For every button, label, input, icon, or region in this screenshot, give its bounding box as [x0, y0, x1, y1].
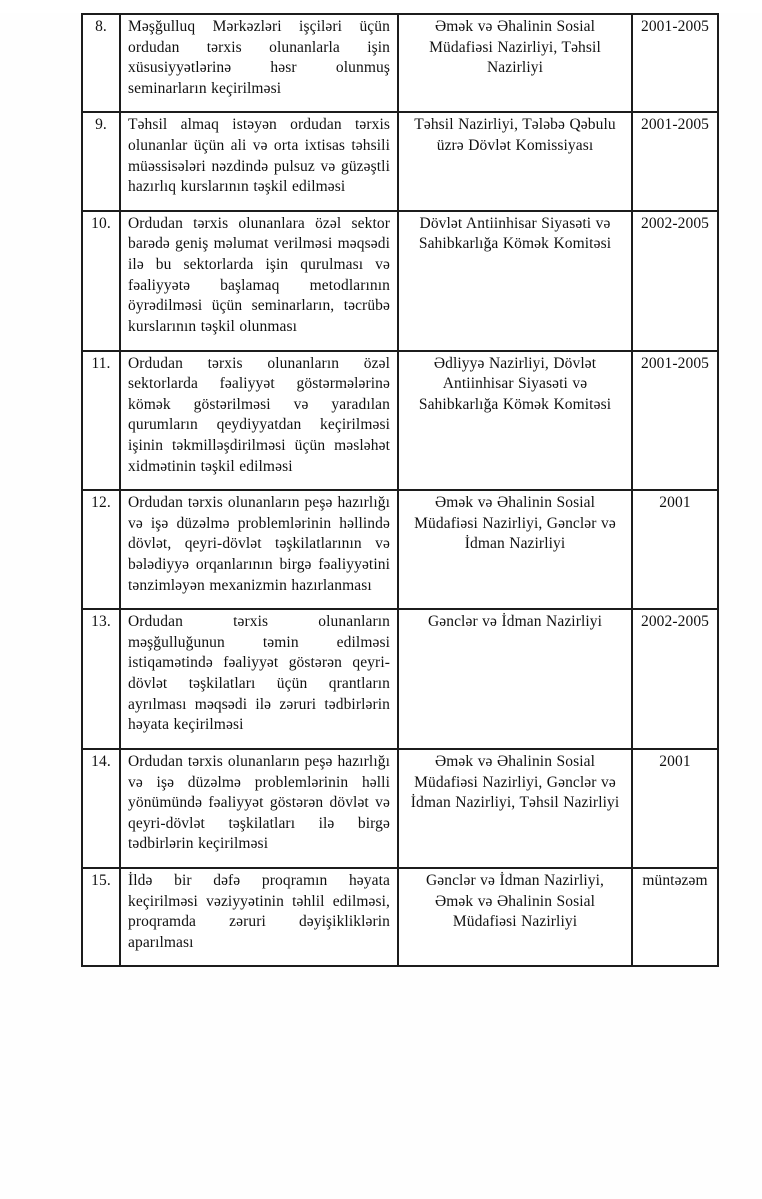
- responsible-cell: Əmək və Əhalinin Sosial Müdafiəsi Nazirliyi, Təhsil Nazirliyi: [398, 14, 632, 112]
- table-row: [82, 351, 718, 491]
- row-number: 10.: [82, 211, 120, 351]
- task-cell: İldə bir dəfə proqramın həyata keçirilməsi vəziyyətinin təhlil edilməsi, proqramda zəruri dəyişikliklərin aparılması: [120, 868, 398, 966]
- responsible-cell: Gənclər və İdman Nazirliyi, Əmək və Əhalinin Sosial Müdafiəsi Nazirliyi: [398, 868, 632, 966]
- years-cell: 2001: [632, 749, 718, 868]
- responsible-cell: Dövlət Antiinhisar Siyasəti və Sahibkarlığa Kömək Komitəsi: [398, 211, 632, 351]
- row-number: 13.: [82, 609, 120, 749]
- years-cell: 2001-2005: [632, 14, 718, 112]
- task-cell: Ordudan tərxis olunanların məşğulluğunun təmin edilməsi istiqamətində fəaliyyət göstərən qeyri-dövlət təşkilatları üçün qrantların ayrılması məqsədi ilə zəruri tədbirlərin həyata keçirilməsi: [120, 609, 398, 749]
- task-cell: Ordudan tərxis olunanlara özəl sektor barədə geniş məlumat verilməsi məqsədi ilə bu sektorlarda işin qurulması və fəaliyyətə başlamaq metodlarının öyrədilməsi üçün seminarların, təcrübə kurslarının təşkil olunması: [120, 211, 398, 351]
- document-page: [0, 13, 762, 1199]
- responsible-cell: Əmək və Əhalinin Sosial Müdafiəsi Nazirliyi, Gənclər və İdman Nazirliyi: [398, 490, 632, 609]
- task-cell: Təhsil almaq istəyən ordudan tərxis olunanlar üçün ali və orta ixtisas təhsili müəssisələri nəzdində pulsuz və güzəştli hazırlıq kurslarının təşkil edilməsi: [120, 112, 398, 210]
- table-row: [82, 14, 718, 112]
- table-row: [82, 868, 718, 966]
- task-cell: Ordudan tərxis olunanların peşə hazırlığı və işə düzəlmə problemlərinin həlli yönümündə fəaliyyət göstərən dövlət və qeyri-dövlət təşkilatları ilə birgə tədbirlərin keçirilməsi: [120, 749, 398, 868]
- row-number: 12.: [82, 490, 120, 609]
- task-cell: Ordudan tərxis olunanların özəl sektorlarda fəaliyyət göstərmələrinə kömək göstərilməsi və yaradılan qurumların qeydiyyatdan keçirilməsi işinin təkmilləşdirilməsi üçün məsləhət xidmətinin təşkil edilməsi: [120, 351, 398, 491]
- table-row: [82, 490, 718, 609]
- years-cell: 2002-2005: [632, 211, 718, 351]
- responsible-cell: Təhsil Nazirliyi, Tələbə Qəbulu üzrə Dövlət Komissiyası: [398, 112, 632, 210]
- responsible-cell: Əmək və Əhalinin Sosial Müdafiəsi Nazirliyi, Gənclər və İdman Nazirliyi, Təhsil Nazirliyi: [398, 749, 632, 868]
- row-number: 11.: [82, 351, 120, 491]
- row-number: 9.: [82, 112, 120, 210]
- row-number: 14.: [82, 749, 120, 868]
- task-cell: Məşğulluq Mərkəzləri işçiləri üçün ordudan tərxis olunanlarla işin xüsusiyyətlərinə həsr olunmuş seminarların keçirilməsi: [120, 14, 398, 112]
- years-cell: müntəzəm: [632, 868, 718, 966]
- years-cell: 2001-2005: [632, 351, 718, 491]
- years-cell: 2001: [632, 490, 718, 609]
- row-number: 8.: [82, 14, 120, 112]
- table-row: [82, 609, 718, 749]
- table-row: [82, 749, 718, 868]
- responsible-cell: Ədliyyə Nazirliyi, Dövlət Antiinhisar Siyasəti və Sahibkarlığa Kömək Komitəsi: [398, 351, 632, 491]
- task-cell: Ordudan tərxis olunanların peşə hazırlığı və işə düzəlmə problemlərinin həllində dövlət, qeyri-dövlət təşkilatlarının və bələdiyyə orqanlarının birgə fəaliyyətini tənzimləyən mexanizmin hazırlanması: [120, 490, 398, 609]
- program-measures-table: [81, 13, 719, 967]
- table-row: [82, 211, 718, 351]
- years-cell: 2001-2005: [632, 112, 718, 210]
- responsible-cell: Gənclər və İdman Nazirliyi: [398, 609, 632, 749]
- row-number: 15.: [82, 868, 120, 966]
- table-row: [82, 112, 718, 210]
- years-cell: 2002-2005: [632, 609, 718, 749]
